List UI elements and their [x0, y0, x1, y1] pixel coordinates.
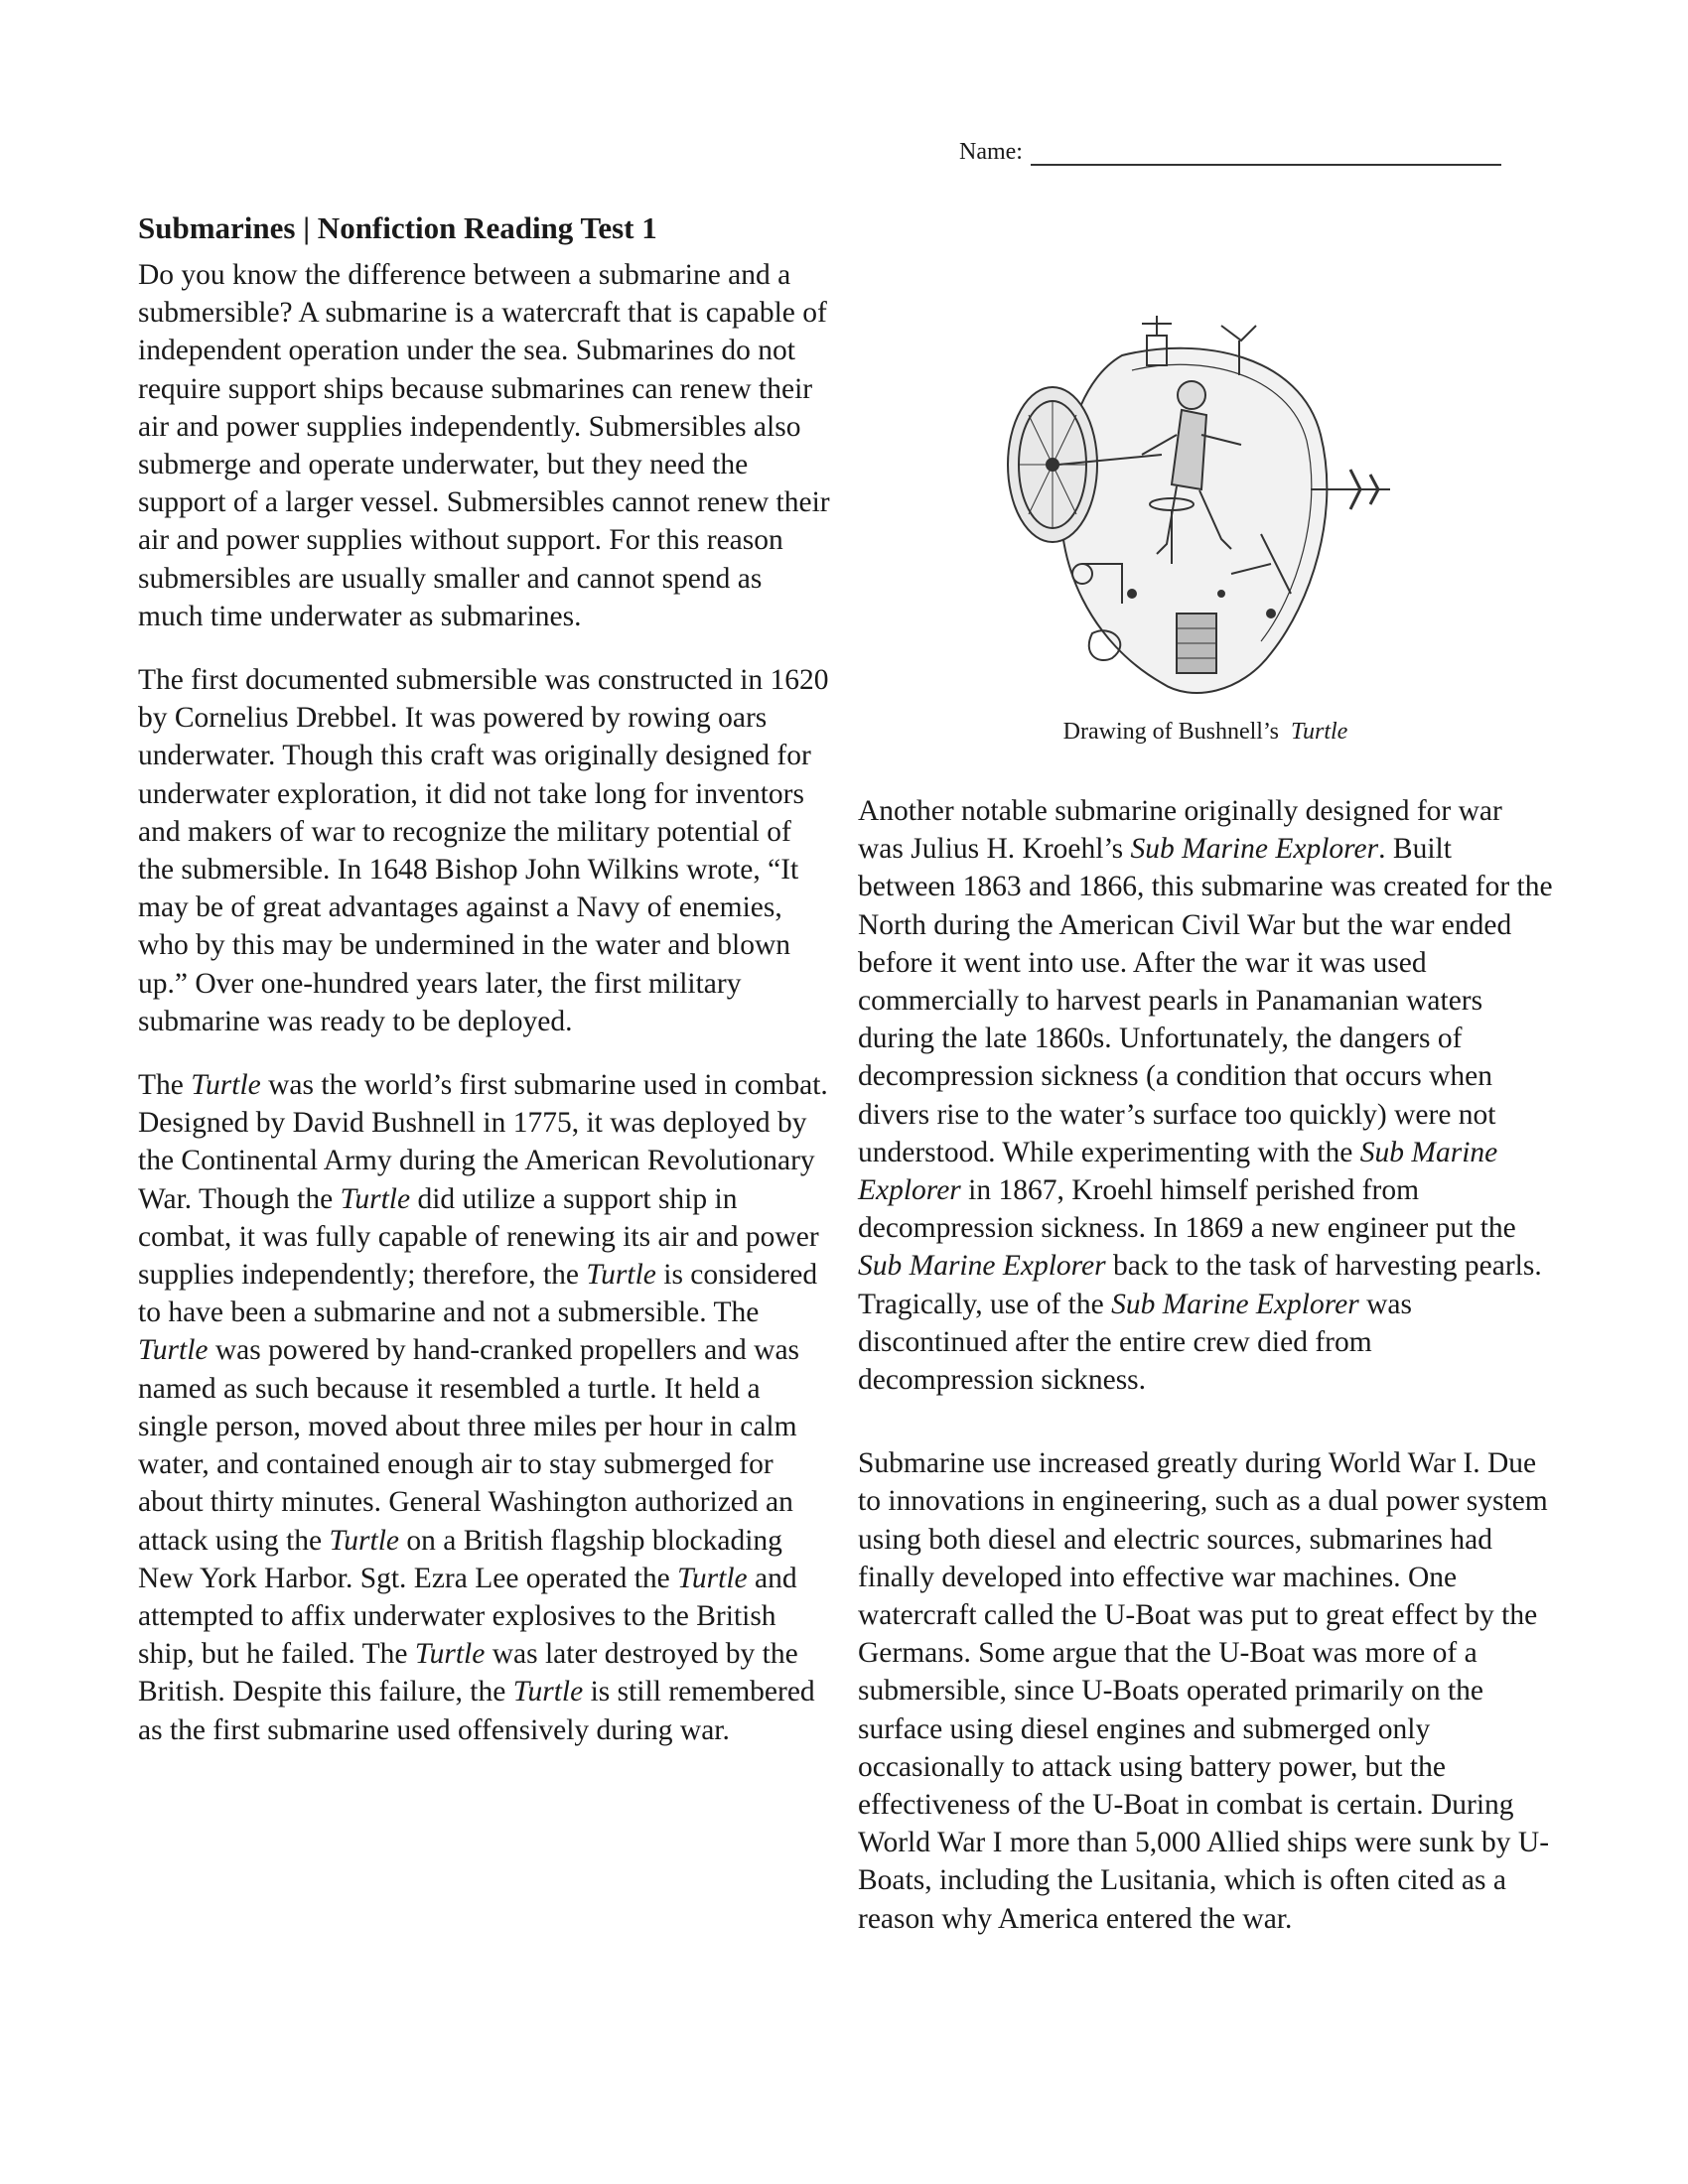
turtle-submarine-drawing — [973, 316, 1440, 713]
figure-caption: Drawing of Bushnell’s Turtle — [1062, 719, 1348, 745]
turtle-drawing-figure — [973, 316, 1440, 713]
paragraph-drebbel: The first documented submersible was constructed in 1620 by Cornelius Drebbel. It was powered by rowing oars underwater. Though this craft was originally designed for underwater exploration, it did not take long for inventors and makers of war to recognize the military potential of the submersible. In 1648 Bishop John Wilkins wrote, “It may be of great advantages against a Navy of enemies, who by this may be undermined in the water and blown up.” Over one-hundred years later, the first military submarine was ready to be deployed. — [138, 664, 829, 1037]
name-field[interactable] — [959, 139, 1501, 166]
right-column — [858, 792, 1553, 1938]
paragraph-intro: Do you know the difference between a submarine and a submersible? A submarine is a watercraft that is capable of independent operation under the sea. Submarines do not require support ships because submarines can renew their air and power supplies independently. Submersibles also submerge and operate underwater, but they need the support of a larger vessel. Submersibles cannot renew their air and power supplies without support. For this reason submersibles are usually smaller and cannot spend as much time underwater as submarines. — [138, 259, 830, 632]
page-title: Submarines | Nonfiction Reading Test 1 — [138, 210, 657, 245]
paragraph-world-war-one: Submarine use increased greatly during World War I. Due to innovations in engineering, such as a dual power system using both diesel and electric sources, submarines had finally developed into effective war machines. One watercraft called the U-Boat was put to great effect by the Germans. Some argue that the U-Boat was more of a submersible, since U-Boats operated primarily on the surface using diesel engines and submerged only occasionally to attack using battery power, but the effectiveness of the U-Boat in combat is certain. During World War I more than 5,000 Allied ships were sunk by U-Boats, including the Lusitania, which is often cited as a reason why America entered the war. — [858, 1447, 1550, 1935]
left-column — [138, 208, 833, 1749]
name-blank-line[interactable] — [1031, 142, 1501, 166]
paragraph-turtle: The Turtle was the world’s first submarine used in combat. Designed by David Bushnell in 1775, it was deployed by the Continental Army during the American Revolutionary War. Though the Turtle did utilize a support ship in combat, it was fully capable of renewing its air and power supplies independently; therefore, the Turtle is considered to have been a submarine and not a submersible. The Turtle was powered by hand-cranked propellers and was named as such because it resembled a turtle. It held a single person, moved about three miles per hour in calm water, and contained enough air to stay submerged for about thirty minutes. General Washington authorized an attack using the Turtle on a British flagship blockading New York Harbor. Sgt. Ezra Lee operated the Turtle and attempted to affix underwater explosives to the British ship, but he failed. The Turtle was later destroyed by the British. Despite this failure, the Turtle is still remembered as the first submarine used offensively during war. — [138, 1069, 828, 1746]
name-label: Name: — [959, 139, 1023, 165]
paragraph-sub-marine-explorer: Another notable submarine originally designed for war was Julius H. Kroehl’s Sub Marine Explorer. Built between 1863 and 1866, this submarine was created for the North during the American Civil War but the war ended before it went into use. After the war it was used commercially to harvest pearls in Panamanian waters during the late 1860s. Unfortunately, the dangers of decompression sickness (a condition that occurs when divers rise to the water’s surface too quickly) were not understood. While experimenting with the Sub Marine Explorer in 1867, Kroehl himself perished from decompression sickness. In 1869 a new engineer put the Sub Marine Explorer back to the task of harvesting pearls. Tragically, use of the Sub Marine Explorer was discontinued after the entire crew died from decompression sickness. — [858, 795, 1553, 1397]
